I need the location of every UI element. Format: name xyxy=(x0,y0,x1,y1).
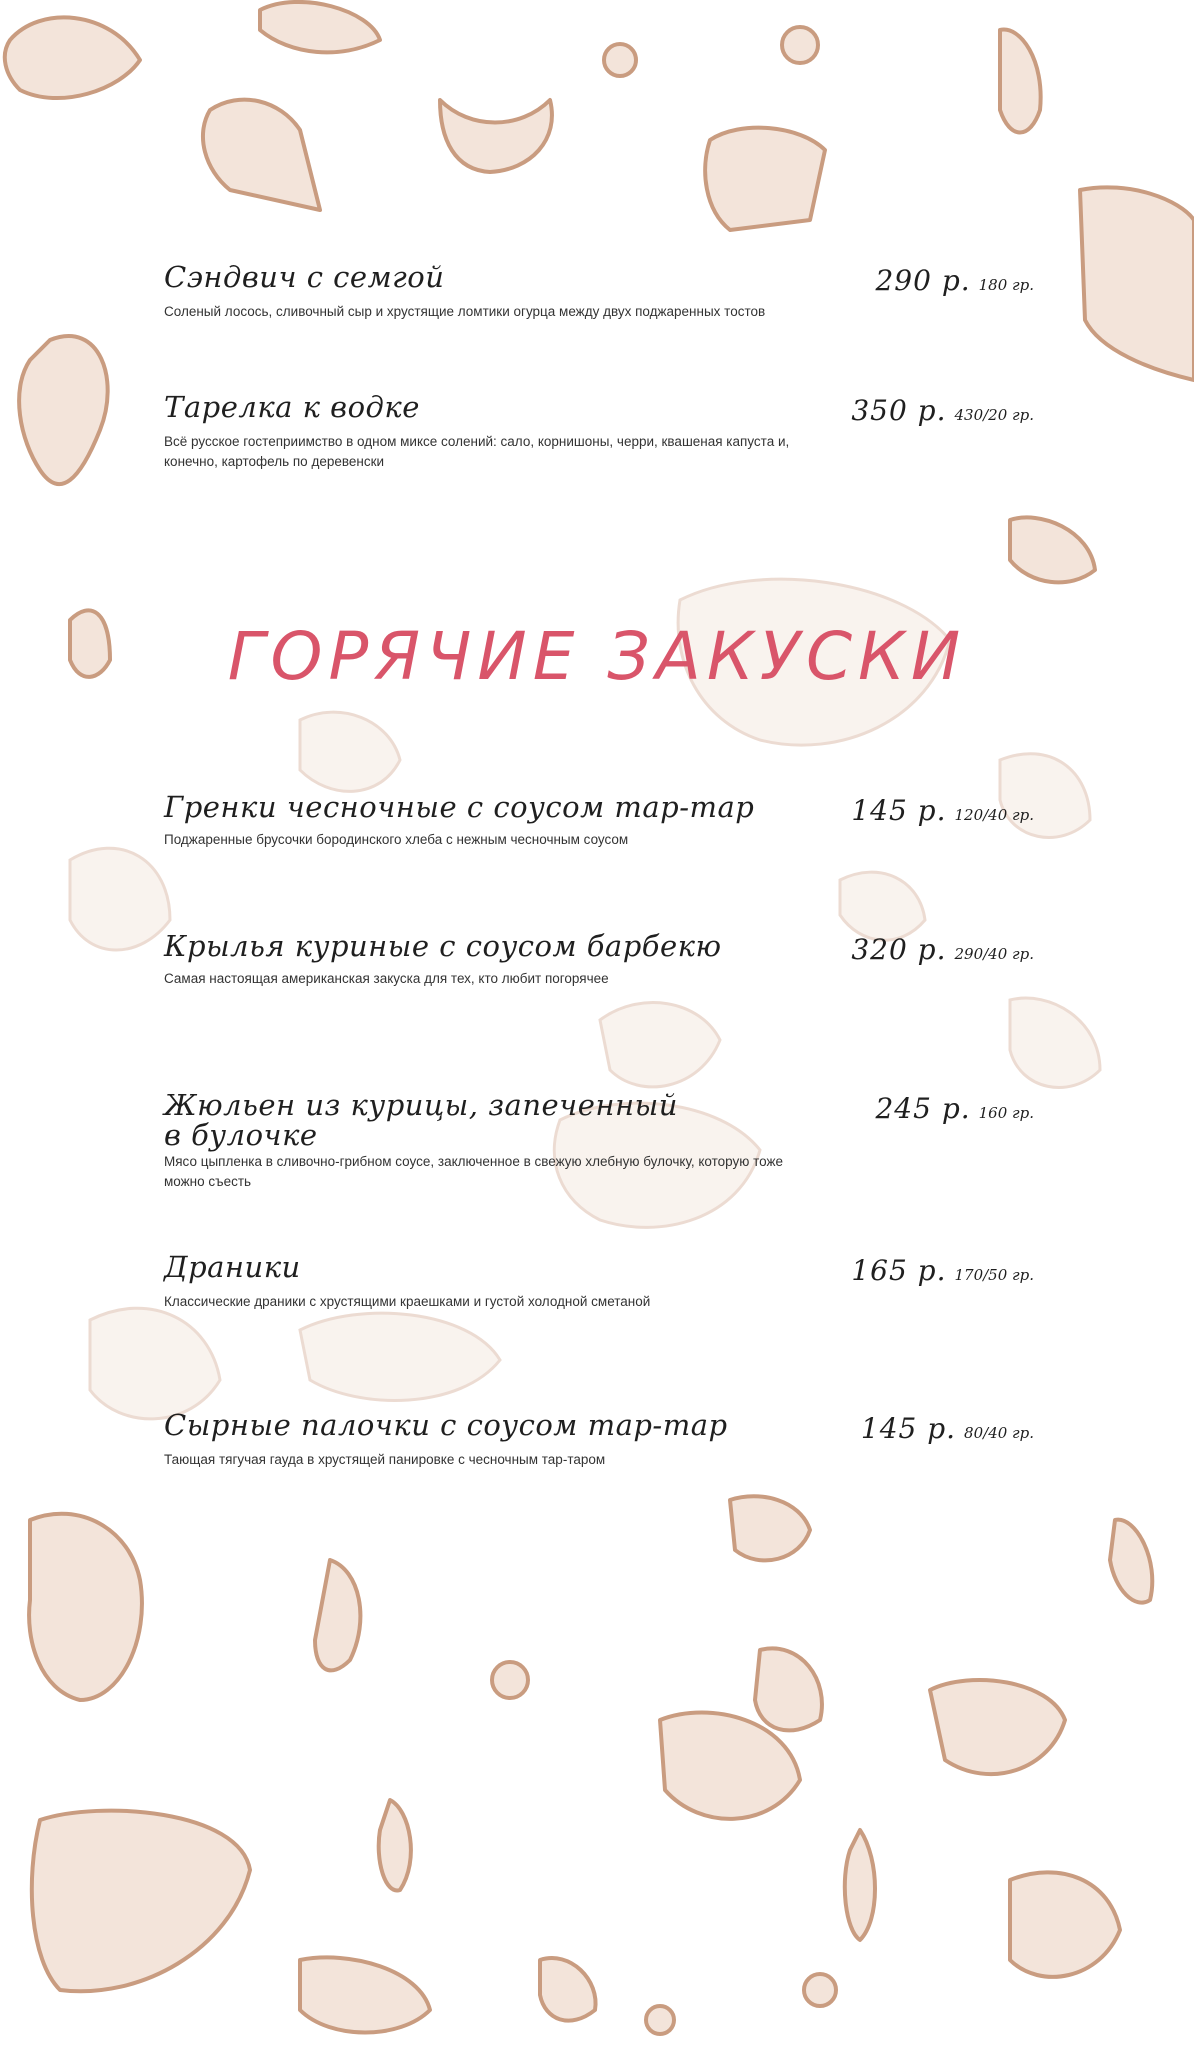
item-description: Тающая тягучая гауда в хрустящей панировке с чесночным тар-таром xyxy=(164,1452,606,1467)
item-price: 320 р. xyxy=(851,933,947,966)
item-weight: 120/40 гр. xyxy=(954,806,1034,824)
item-name: Крылья куриные с соусом барбекю xyxy=(164,929,722,963)
item-description: Мясо цыпленка в сливочно-грибном соусе, заключенное в свежую хлебную булочку, которую тоже можно съесть xyxy=(164,1154,784,1189)
item-description: Классические драники с хрустящими краешками и густой холодной сметаной xyxy=(164,1294,651,1309)
item-weight: 290/40 гр. xyxy=(954,945,1034,963)
item-name: Жюльен из курицы, запеченный в булочке xyxy=(164,1088,678,1152)
item-price: 350 р. xyxy=(851,394,947,427)
item-weight: 170/50 гр. xyxy=(954,1266,1034,1284)
item-name: Тарелка к водке xyxy=(164,390,420,424)
item-price-block xyxy=(851,794,1034,827)
item-description: Самая настоящая американская закуска для тех, кто любит погорячее xyxy=(164,971,609,986)
item-price: 165 р. xyxy=(851,1254,947,1287)
section-title: ГОРЯЧИЕ ЗАКУСКИ xyxy=(227,618,967,695)
item-price-block xyxy=(875,1092,1034,1125)
item-price-block xyxy=(851,394,1034,427)
item-price: 145 р. xyxy=(851,794,947,827)
item-weight: 430/20 гр. xyxy=(954,406,1034,424)
item-weight: 180 гр. xyxy=(978,276,1034,294)
item-price-block xyxy=(875,264,1034,297)
item-description: Всё русское гостеприимство в одном миксе солений: сало, корнишоны, черри, квашеная капуста и, конечно, картофель по деревенски xyxy=(164,434,790,469)
item-weight: 80/40 гр. xyxy=(964,1424,1034,1442)
item-price-block xyxy=(851,933,1034,966)
item-price: 145 р. xyxy=(860,1412,957,1445)
item-price-block xyxy=(851,1254,1034,1287)
item-price: 245 р. xyxy=(875,1092,971,1125)
item-price: 290 р. xyxy=(875,264,971,297)
item-description: Поджаренные брусочки бородинского хлеба с нежным чесночным соусом xyxy=(164,832,629,847)
item-description: Соленый лосось, сливочный сыр и хрустящие ломтики огурца между двух поджаренных тостов xyxy=(164,304,766,319)
item-name: Гренки чесночные с соусом тар-тар xyxy=(164,790,755,824)
item-name: Сырные палочки с соусом тар-тар xyxy=(164,1408,728,1442)
item-weight: 160 гр. xyxy=(978,1104,1034,1122)
item-name: Драники xyxy=(164,1250,301,1284)
item-name: Сэндвич с семгой xyxy=(164,260,445,294)
item-price-block xyxy=(861,1412,1034,1445)
